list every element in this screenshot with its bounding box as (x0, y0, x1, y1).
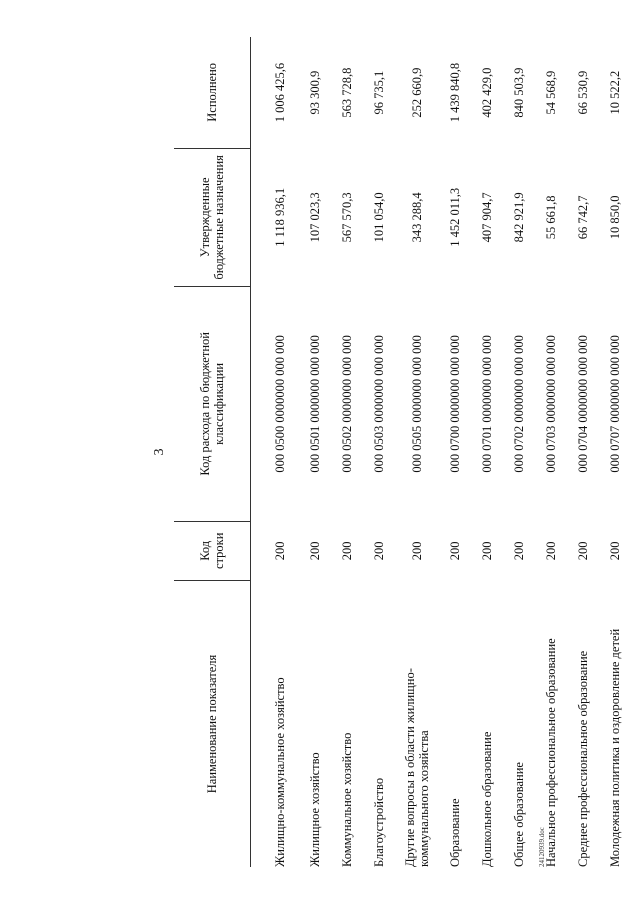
row-approved: 55 661,8 (543, 195, 558, 240)
row-name: Благоустройство (371, 777, 386, 867)
row-executed: 66 530,9 (575, 70, 590, 115)
row-approved: 343 288,4 (409, 192, 424, 243)
row-executed: 563 728,8 (339, 67, 354, 118)
row-executed: 402 429,0 (479, 67, 494, 118)
table-row (395, 37, 439, 867)
row-name: Коммунальное хозяйство (339, 732, 354, 867)
row-code: 200 (447, 541, 462, 561)
row-approved: 567 570,3 (339, 192, 354, 243)
document-file-id: 24120939.doc (538, 827, 546, 867)
row-name: Жилищно-коммунальное хозяйство (272, 677, 287, 867)
rotated-content (90, 37, 622, 867)
header-executed: Исполнено (174, 37, 251, 148)
row-code: 200 (409, 541, 424, 561)
row-classification: 000 0702 0000000 000 000 (511, 335, 526, 473)
header-approved: Утвержденные бюджетные назначения (174, 148, 251, 286)
table-row (471, 37, 503, 867)
row-classification: 000 0501 0000000 000 000 (307, 335, 322, 473)
row-executed: 252 660,9 (409, 67, 424, 118)
row-classification: 000 0704 0000000 000 000 (575, 335, 590, 473)
table-row (503, 37, 535, 867)
row-approved: 842 921,9 (511, 192, 526, 243)
row-name: Жилищное хозяйство (307, 752, 322, 867)
row-code: 200 (607, 541, 622, 561)
row-approved: 1 118 936,1 (272, 187, 287, 247)
row-classification: 000 0703 0000000 000 000 (543, 335, 558, 473)
row-classification: 000 0503 0000000 000 000 (371, 335, 386, 473)
row-executed: 1 006 425,6 (272, 62, 287, 123)
row-classification: 000 0707 0000000 000 000 (607, 335, 622, 473)
row-approved: 10 850,0 (607, 195, 622, 240)
row-approved: 107 023,3 (307, 192, 322, 243)
row-executed: 840 503,9 (511, 67, 526, 118)
table-row (251, 37, 300, 867)
row-executed: 10 522,2 (607, 70, 622, 115)
row-code: 200 (543, 541, 558, 561)
table-row (535, 37, 567, 867)
row-classification: 000 0701 0000000 000 000 (479, 335, 494, 473)
header-name: Наименование показателя (174, 580, 251, 867)
row-classification: 000 0502 0000000 000 000 (339, 335, 354, 473)
table-row (439, 37, 471, 867)
table-row (567, 37, 599, 867)
table-header-row (174, 37, 251, 867)
header-classification: Код расхода по бюджетной классификации (174, 287, 251, 522)
row-name: Другие вопросы в области жилищно-коммунального хозяйства (402, 668, 431, 867)
table-row (599, 37, 631, 867)
row-approved: 101 054,0 (371, 192, 386, 243)
row-executed: 96 735,1 (371, 70, 386, 115)
table-row (363, 37, 395, 867)
row-name: Образование (447, 798, 462, 867)
row-classification: 000 0500 0000000 000 000 (272, 335, 287, 473)
row-code: 200 (272, 541, 287, 561)
table-row (331, 37, 363, 867)
table-row (299, 37, 331, 867)
page-number: 3 (152, 448, 167, 456)
row-name: Молодежная политика и оздоровление детей (607, 628, 622, 867)
row-code: 200 (479, 541, 494, 561)
header-code: Код строки (174, 521, 251, 580)
row-code: 200 (371, 541, 386, 561)
row-code: 200 (307, 541, 322, 561)
row-code: 200 (511, 541, 526, 561)
row-approved: 407 904,7 (479, 192, 494, 243)
row-classification: 000 0700 0000000 000 000 (447, 335, 462, 473)
budget-table (174, 37, 631, 867)
row-executed: 1 439 840,8 (447, 62, 462, 123)
row-approved: 1 452 011,3 (447, 187, 462, 247)
row-classification: 000 0505 0000000 000 000 (409, 335, 424, 473)
row-name: Дошкольное образование (479, 731, 494, 867)
row-name: Начальное профессиональное образование (543, 638, 558, 867)
row-executed: 54 568,9 (543, 70, 558, 115)
row-code: 200 (575, 541, 590, 561)
row-name: Общее образование (511, 762, 526, 867)
row-executed: 93 300,9 (307, 70, 322, 115)
row-name: Среднее профессиональное образование (575, 650, 590, 867)
row-approved: 66 742,7 (575, 195, 590, 240)
row-code: 200 (339, 541, 354, 561)
